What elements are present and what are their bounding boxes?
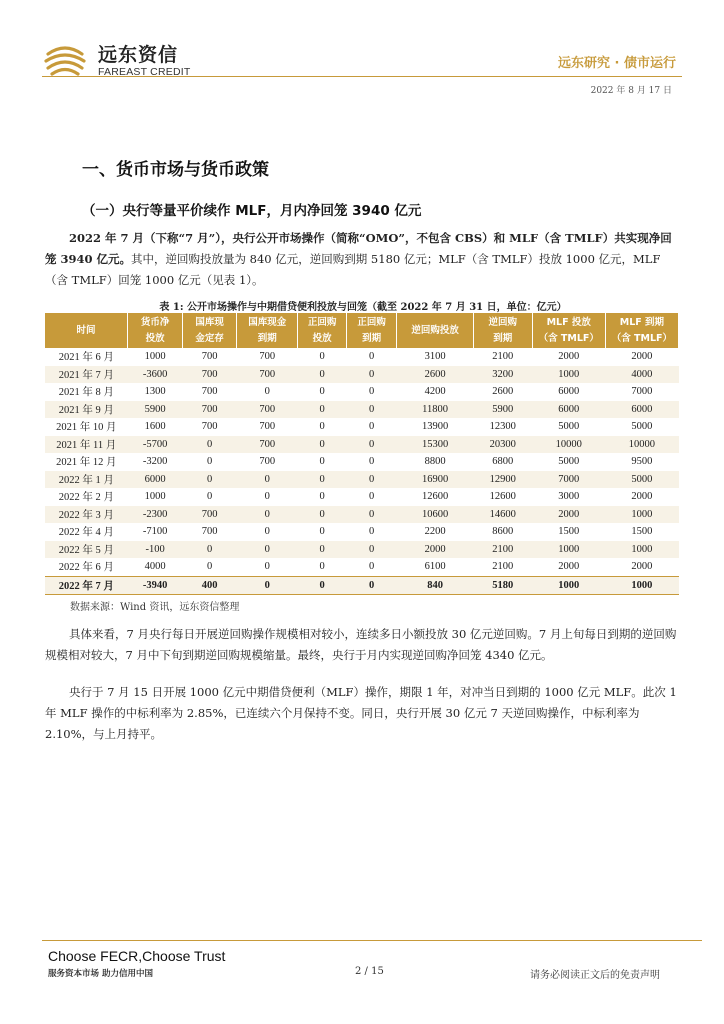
table-cell: 6000 <box>631 403 653 415</box>
table-cell: 0 <box>346 576 396 595</box>
table-row <box>45 488 679 506</box>
table-cell: 0 <box>298 576 347 595</box>
table-cell: 700 <box>259 421 276 433</box>
table-cell: 0 <box>319 386 325 398</box>
table-row <box>45 523 679 541</box>
table-cell: 3000 <box>558 491 580 503</box>
table-cell: 840 <box>397 576 474 595</box>
table-title: 表 1: 公开市场操作与中期借贷便利投放与回笼（截至 2022 年 7 月 31 日，单位：亿元） <box>159 302 567 313</box>
table-header-text: 逆回购投放 <box>411 324 459 336</box>
table-cell: 0 <box>369 421 375 433</box>
table-cell: 10000 <box>628 438 656 450</box>
table-header-row <box>45 313 679 348</box>
table-cell: 1000 <box>631 508 653 520</box>
table-cell: 0 <box>369 508 375 520</box>
table-cell: 0 <box>237 576 298 595</box>
table-cell: 0 <box>319 456 325 468</box>
table-header-text: 投放 <box>312 332 332 344</box>
table-cell: 0 <box>369 526 375 538</box>
table-header-text: 时间 <box>76 324 96 336</box>
table-cell: 700 <box>259 368 276 380</box>
table-header-text: 投放 <box>145 332 165 344</box>
table-cell-period: 2021 年 10 月 <box>56 422 117 434</box>
table-cell: -2300 <box>142 508 168 520</box>
table-header-cell <box>605 313 678 348</box>
table-header-text: 到期 <box>493 332 513 344</box>
subsection-title: （一）央行等量平价续作 MLF，月内净回笼 3940 亿元 <box>82 203 422 219</box>
table-cell: 5000 <box>631 473 653 485</box>
table-cell: 6000 <box>558 386 580 398</box>
table-cell: 700 <box>201 403 218 415</box>
table-header-cell <box>473 313 532 348</box>
table-cell: 2100 <box>492 351 514 363</box>
table-header-text: 到期 <box>362 332 382 344</box>
table-row <box>45 506 679 524</box>
table-cell: 0 <box>319 526 325 538</box>
table-cell: -3200 <box>142 456 168 468</box>
table-cell: 2000 <box>558 351 580 363</box>
logo-chinese-name: 远东资信 <box>98 44 179 66</box>
table-cell-period: 2022 年 4 月 <box>58 527 114 539</box>
table-cell: 7000 <box>558 473 580 485</box>
table-cell: 0 <box>207 438 213 450</box>
table-row <box>45 366 679 384</box>
table-cell: -7100 <box>142 526 168 538</box>
table-cell: 6100 <box>424 561 446 573</box>
table-row <box>45 541 679 559</box>
table-cell: 0 <box>369 438 375 450</box>
table-cell: 0 <box>369 543 375 555</box>
table-header-cell <box>346 313 396 348</box>
logo-english-name: FAREAST CREDIT <box>98 66 191 78</box>
table-row <box>45 348 679 366</box>
footer-disclaimer: 请务必阅读正文后的免责声明 <box>530 970 660 981</box>
table-cell: 2000 <box>424 543 446 555</box>
table-cell-period: 2022 年 5 月 <box>58 544 114 556</box>
table-cell: 12900 <box>489 473 516 485</box>
table-header-text: 正回购 <box>357 316 386 328</box>
table-cell: 1000 <box>558 543 580 555</box>
table-cell: 4000 <box>144 561 166 573</box>
table-header-cell <box>397 313 474 348</box>
paragraph-summary-detail: 其中，逆回购投放量为 840 亿元，逆回购到期 5180 亿元；MLF（含 TMLF）投放 1000 亿元，MLF（含 TMLF）回笼 1000 亿元（见表 1）。 <box>45 252 661 287</box>
table-cell: 1000 <box>532 576 605 595</box>
table-header-text: 到期 <box>257 332 277 344</box>
table-cell: 0 <box>369 456 375 468</box>
table-cell: 11800 <box>422 403 449 415</box>
table-row <box>45 558 679 576</box>
table-cell: 20300 <box>489 438 516 450</box>
table-cell: 8800 <box>424 456 446 468</box>
table-cell: 0 <box>264 543 270 555</box>
table-cell: 0 <box>369 403 375 415</box>
table-cell-period: 2022 年 6 月 <box>58 562 114 574</box>
table-header-text: 金定存 <box>195 332 224 344</box>
table-cell: 700 <box>259 351 276 363</box>
table-cell: 700 <box>259 403 276 415</box>
table-cell: 0 <box>369 491 375 503</box>
table-cell: 7000 <box>631 386 653 398</box>
table-cell: 6000 <box>558 403 580 415</box>
table-cell: -3600 <box>142 368 168 380</box>
footer-slogan: Choose FECR,Choose Trust <box>48 948 226 964</box>
table-cell-period: 2022 年 7 月 <box>45 576 128 595</box>
table-cell: 5900 <box>144 403 166 415</box>
table-cell: 0 <box>207 543 213 555</box>
table-header-cell <box>532 313 605 348</box>
table-cell: 10600 <box>421 508 449 520</box>
paragraph-mlf: 央行于 7 月 15 日开展 1000 亿元中期借贷便利（MLF）操作，期限 1 年，对冲当日到期的 1000 亿元 MLF。此次 1 年 MLF 操作的中标利率为 2.85%，已连续六个月保持不变。同日，央行开展 30 亿元 7 天逆回购操作，中标利率为 2.10%，与上月持平。 <box>45 685 677 741</box>
table-cell: 0 <box>207 473 213 485</box>
table-cell: 0 <box>369 368 375 380</box>
table-row <box>45 383 679 401</box>
table-cell-period: 2022 年 3 月 <box>58 509 114 521</box>
table-header-text: MLF 投放 <box>546 316 591 328</box>
table-header-text: （含 TMLF） <box>611 332 673 344</box>
table-cell: 9500 <box>631 456 653 468</box>
table-cell: 14600 <box>489 508 516 520</box>
table-cell: 0 <box>319 403 325 415</box>
table-cell: 0 <box>319 473 325 485</box>
table-row <box>45 418 679 436</box>
paragraph-reverse-repo: 具体来看，7 月央行每日开展逆回购操作规模相对较小，连续多日小额投放 30 亿元逆回购。7 月上旬每日到期的逆回购规模相对较大，7 月中下旬到期逆回购规模缩量。最终，央行于月内实现逆回购净回笼 4340 亿元。 <box>45 627 677 662</box>
table-header-cell <box>298 313 347 348</box>
table-cell: -3940 <box>128 576 183 595</box>
table-cell: 2000 <box>631 491 653 503</box>
table-cell-period: 2022 年 1 月 <box>58 474 114 486</box>
table-cell: 0 <box>369 473 375 485</box>
table-cell: 0 <box>369 351 375 363</box>
table-cell-period: 2021 年 7 月 <box>58 369 114 381</box>
table-cell: 2000 <box>631 351 653 363</box>
table-cell: 1000 <box>144 351 166 363</box>
table-cell: 1500 <box>558 526 580 538</box>
table-header-text: 国库现金 <box>248 316 287 328</box>
table-header-cell <box>45 313 128 348</box>
table-cell: 1000 <box>631 543 653 555</box>
table-cell: 0 <box>319 438 325 450</box>
table-cell: -5700 <box>142 438 168 450</box>
table-cell: 0 <box>264 561 270 573</box>
table-cell: 16900 <box>421 473 449 485</box>
table-cell-period: 2021 年 11 月 <box>56 439 117 451</box>
table-cell: 1500 <box>631 526 653 538</box>
table-cell-period: 2022 年 2 月 <box>58 492 114 504</box>
table-cell: 2100 <box>492 561 514 573</box>
table-cell: 1300 <box>144 386 166 398</box>
table-cell: 2200 <box>424 526 446 538</box>
table-cell: 0 <box>319 543 325 555</box>
report-series: 远东研究 · 债市运行 <box>558 56 676 71</box>
table-cell: 0 <box>207 561 213 573</box>
table-cell: 5000 <box>558 421 580 433</box>
table-cell: 700 <box>201 508 218 520</box>
table-cell: 0 <box>319 491 325 503</box>
table-cell: 2100 <box>492 543 514 555</box>
table-cell: 5900 <box>492 403 514 415</box>
table-row <box>45 436 679 454</box>
table-cell: 13900 <box>421 421 449 433</box>
table-row <box>45 576 679 595</box>
table-cell: 0 <box>207 491 213 503</box>
table-cell: 5000 <box>631 421 653 433</box>
table-header-text: 货币净 <box>140 316 170 328</box>
table-cell: 12600 <box>489 491 516 503</box>
table-cell: 6000 <box>144 473 166 485</box>
table-cell: 0 <box>319 508 325 520</box>
omo-mlf-table <box>45 313 679 595</box>
table-header-text: 国库现 <box>195 316 224 328</box>
table-cell-period: 2021 年 6 月 <box>58 352 114 364</box>
table-cell: -100 <box>145 543 165 555</box>
table-cell: 6800 <box>492 456 514 468</box>
table-cell: 4000 <box>631 368 653 380</box>
section-title: 一、货币市场与货币政策 <box>82 160 269 180</box>
table-cell: 3200 <box>492 368 514 380</box>
table-cell: 0 <box>264 526 270 538</box>
table-cell: 4200 <box>424 386 446 398</box>
table-body <box>45 348 679 595</box>
table-cell: 8600 <box>492 526 514 538</box>
table-cell: 700 <box>201 526 218 538</box>
table-cell: 5180 <box>473 576 532 595</box>
table-cell: 15300 <box>421 438 449 450</box>
table-cell: 0 <box>319 368 325 380</box>
table-cell: 700 <box>259 456 276 468</box>
footer-tagline: 服务资本市场 助力信用中国 <box>48 969 153 979</box>
table-header-cell <box>237 313 298 348</box>
table-header-text: （含 TMLF） <box>538 332 599 344</box>
footer-divider <box>42 940 702 941</box>
table-header-text: MLF 到期 <box>619 316 665 328</box>
table-cell: 700 <box>201 386 218 398</box>
table-cell: 12300 <box>489 421 516 433</box>
table-cell-period: 2021 年 8 月 <box>58 387 114 399</box>
table-row <box>45 401 679 419</box>
table-cell-period: 2021 年 12 月 <box>56 457 117 469</box>
table-row <box>45 471 679 489</box>
table-cell: 2600 <box>492 386 514 398</box>
table-cell: 1000 <box>144 491 166 503</box>
table-cell: 0 <box>319 421 325 433</box>
table-cell: 2000 <box>558 508 580 520</box>
table-header-cell <box>183 313 237 348</box>
table-cell: 3100 <box>424 351 446 363</box>
table-cell: 400 <box>183 576 237 595</box>
table-cell: 10000 <box>555 438 582 450</box>
table-cell: 0 <box>319 561 325 573</box>
table-cell: 12600 <box>421 491 449 503</box>
table-cell-period: 2021 年 9 月 <box>58 404 114 416</box>
table-header-text: 正回购 <box>307 316 337 328</box>
table-cell: 0 <box>319 351 325 363</box>
table-cell: 700 <box>259 438 276 450</box>
table-cell: 1000 <box>558 368 580 380</box>
page-number: 2 / 15 <box>355 966 384 977</box>
table-cell: 5000 <box>558 456 580 468</box>
table-cell: 700 <box>201 351 218 363</box>
table-source: 数据来源：Wind 资讯，远东资信整理 <box>70 602 240 613</box>
table-cell: 0 <box>264 473 270 485</box>
table-cell: 0 <box>264 508 270 520</box>
table-cell: 0 <box>369 561 375 573</box>
table-cell: 1000 <box>605 576 678 595</box>
table-cell: 0 <box>369 386 375 398</box>
table-cell: 1600 <box>144 421 166 433</box>
report-date: 2022 年 8 月 17 日 <box>590 86 672 96</box>
table-cell: 2600 <box>424 368 446 380</box>
table-cell: 700 <box>201 368 218 380</box>
table-header-text: 逆回购 <box>488 316 518 328</box>
paragraph-summary-lead: 2022 年 7 月（下称“7 月”），央行公开市场操作（简称“OMO”，不包含 CBS）和 MLF（含 TMLF）共实现净回笼 3940 亿元。 <box>45 231 672 266</box>
table-cell: 0 <box>264 386 270 398</box>
table-cell: 0 <box>264 491 270 503</box>
table-cell: 700 <box>201 421 218 433</box>
table-header-cell <box>128 313 183 348</box>
header-divider <box>42 76 682 77</box>
paragraph-summary <box>45 228 681 291</box>
table-cell: 2000 <box>631 561 653 573</box>
table-cell: 2000 <box>558 561 580 573</box>
table-row <box>45 453 679 471</box>
table-cell: 0 <box>207 456 213 468</box>
fareast-logo-icon <box>42 40 88 78</box>
